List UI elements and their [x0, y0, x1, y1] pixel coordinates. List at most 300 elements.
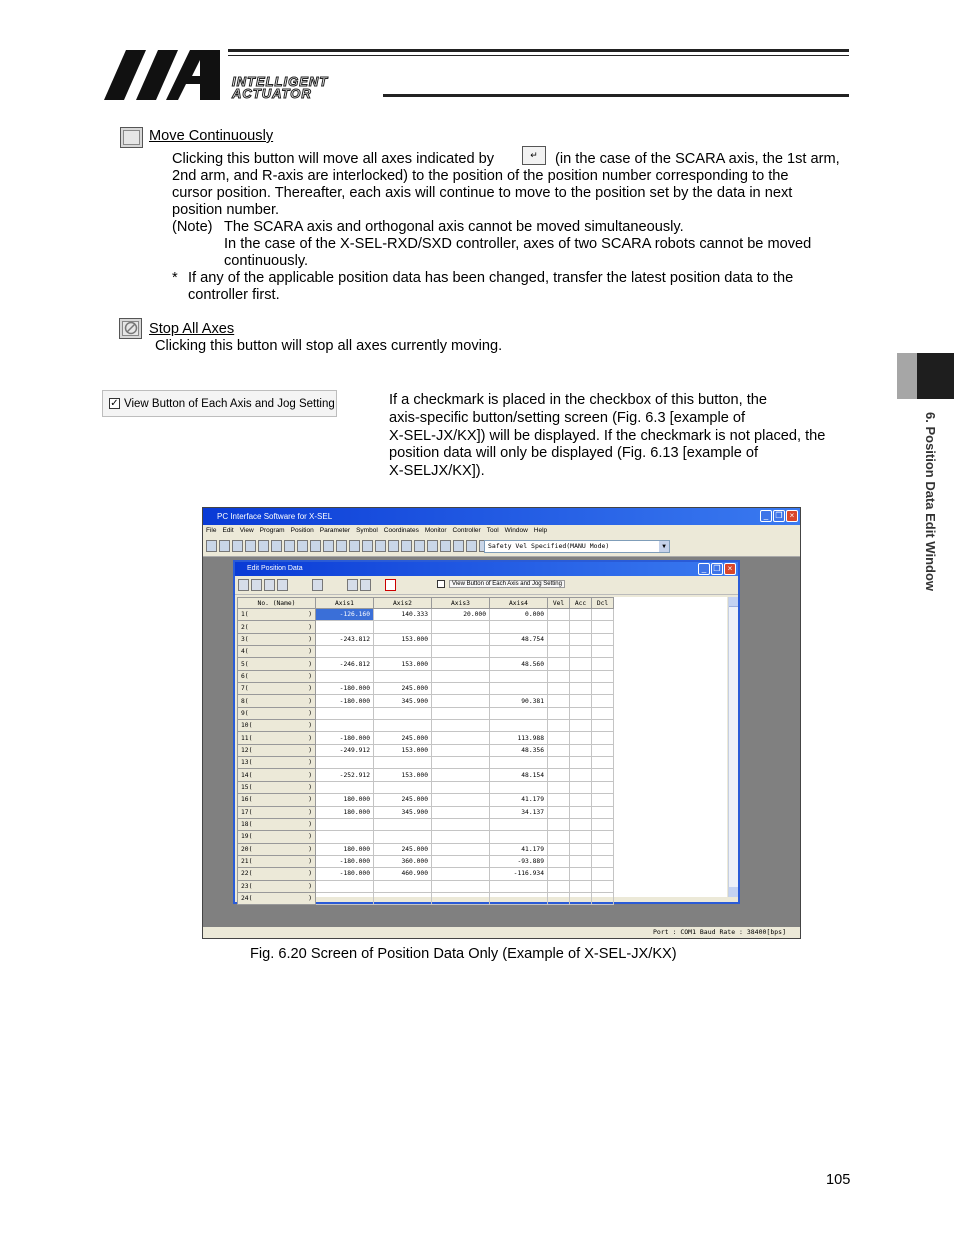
table-cell[interactable] [548, 695, 570, 707]
table-cell[interactable] [570, 855, 592, 867]
menu-item[interactable]: Parameter [319, 527, 351, 534]
view-buttons-checkbox-sample[interactable] [102, 390, 337, 417]
table-cell[interactable] [316, 621, 374, 633]
row-number[interactable]: 10( ) [238, 720, 316, 732]
menu-item[interactable]: Help [533, 527, 548, 534]
column-header[interactable]: Dcl [592, 598, 614, 609]
close-icon[interactable]: × [786, 510, 798, 522]
print-icon[interactable] [277, 579, 288, 591]
table-cell[interactable] [374, 781, 432, 793]
table-cell[interactable] [548, 806, 570, 818]
table-cell[interactable]: -126.160 [316, 609, 374, 621]
table-cell[interactable]: -93.889 [490, 855, 548, 867]
row-number[interactable]: 7( ) [238, 683, 316, 695]
table-cell[interactable]: -246.812 [316, 658, 374, 670]
table-row[interactable] [238, 843, 614, 855]
table-cell[interactable] [570, 646, 592, 658]
table-cell[interactable] [570, 695, 592, 707]
row-number[interactable]: 21( ) [238, 855, 316, 867]
table-cell[interactable] [548, 670, 570, 682]
row-number-label: 15 [241, 783, 249, 791]
menu-item[interactable]: Position [290, 527, 314, 534]
table-cell[interactable] [548, 794, 570, 806]
table-cell[interactable]: 180.000 [316, 843, 374, 855]
column-header[interactable]: Axis2 [374, 598, 432, 609]
save-icon[interactable] [238, 579, 249, 591]
table-row[interactable] [238, 621, 614, 633]
toolbar-tool-icon[interactable] [336, 540, 347, 552]
table-cell[interactable]: -180.000 [316, 868, 374, 880]
table-row[interactable] [238, 769, 614, 781]
table-cell[interactable] [374, 757, 432, 769]
table-cell[interactable] [316, 781, 374, 793]
position-data-grid [237, 597, 727, 903]
table-cell[interactable] [592, 633, 614, 645]
table-cell[interactable]: 245.000 [374, 794, 432, 806]
table-cell[interactable] [374, 818, 432, 830]
table-cell[interactable]: 153.000 [374, 633, 432, 645]
table-cell[interactable]: -180.000 [316, 695, 374, 707]
checkbox-desc-2: axis-specific button/setting screen (Fig. 6.3 [example of [389, 410, 746, 426]
restore-icon[interactable]: ❐ [773, 510, 785, 522]
toolbar-tool-icon[interactable] [245, 540, 256, 552]
table-cell[interactable]: 48.154 [490, 769, 548, 781]
minimize-icon[interactable]: _ [760, 510, 772, 522]
child-checkbox-label: View Button of Each Axis and Jog Setting [449, 580, 565, 588]
toolbar-tool-icon[interactable] [323, 540, 334, 552]
table-cell[interactable] [432, 658, 490, 670]
table-cell[interactable] [490, 880, 548, 892]
table-cell[interactable] [592, 658, 614, 670]
note-line3: continuously. [224, 253, 309, 269]
table-row[interactable] [238, 658, 614, 670]
table-cell[interactable] [432, 744, 490, 756]
toolbar-tool-icon[interactable] [219, 540, 230, 552]
toolbar-tool-icon[interactable] [466, 540, 477, 552]
speed-select[interactable] [484, 540, 670, 553]
table-cell[interactable] [490, 707, 548, 719]
table-cell[interactable] [316, 831, 374, 843]
row-number[interactable]: 9( ) [238, 707, 316, 719]
table-cell[interactable] [432, 806, 490, 818]
table-cell[interactable] [570, 818, 592, 830]
row-number-label: 24 [241, 895, 249, 903]
table-cell[interactable] [432, 633, 490, 645]
table-cell[interactable]: 245.000 [374, 732, 432, 744]
row-number[interactable]: 22( ) [238, 868, 316, 880]
table-cell[interactable] [592, 794, 614, 806]
table-cell[interactable]: 90.381 [490, 695, 548, 707]
chevron-down-icon: ▼ [659, 541, 669, 552]
table-cell[interactable] [592, 670, 614, 682]
row-number[interactable]: 13( ) [238, 757, 316, 769]
menu-item[interactable]: Window [504, 527, 528, 534]
menu-item[interactable]: Symbol [356, 527, 378, 534]
table-cell[interactable]: -249.912 [316, 744, 374, 756]
table-cell[interactable] [570, 843, 592, 855]
row-number[interactable]: 8( ) [238, 695, 316, 707]
table-cell[interactable] [548, 646, 570, 658]
child-minimize-icon[interactable]: _ [698, 563, 710, 575]
row-number[interactable]: 14( ) [238, 769, 316, 781]
menu-item[interactable]: Coordinates [383, 527, 419, 534]
table-cell[interactable] [548, 880, 570, 892]
child-title: Edit Position Data [247, 565, 303, 572]
table-cell[interactable] [490, 646, 548, 658]
table-cell[interactable] [570, 621, 592, 633]
table-cell[interactable]: -180.000 [316, 683, 374, 695]
table-cell[interactable] [548, 683, 570, 695]
table-row[interactable] [238, 646, 614, 658]
table-cell[interactable] [592, 621, 614, 633]
table-row[interactable] [238, 818, 614, 830]
table-cell[interactable]: 360.000 [374, 855, 432, 867]
toolbar-tool-icon[interactable] [375, 540, 386, 552]
table-row[interactable] [238, 880, 614, 892]
menu-item[interactable]: Monitor [424, 527, 447, 534]
table-cell[interactable] [548, 658, 570, 670]
table-cell[interactable] [592, 695, 614, 707]
column-header[interactable]: Axis1 [316, 598, 374, 609]
table-cell[interactable]: -180.000 [316, 855, 374, 867]
table-cell[interactable] [592, 818, 614, 830]
checkbox-desc-4: position data will only be displayed (Fig. 6.13 [example of [389, 445, 759, 461]
table-cell[interactable] [570, 794, 592, 806]
row-number-label: 23 [241, 882, 249, 890]
table-cell[interactable] [432, 781, 490, 793]
table-cell[interactable]: 245.000 [374, 843, 432, 855]
column-header[interactable]: Axis4 [490, 598, 548, 609]
row-number-label: 3 [241, 635, 245, 643]
table-cell[interactable] [570, 757, 592, 769]
table-cell[interactable] [316, 670, 374, 682]
row-number-label: 7 [241, 685, 245, 693]
table-cell[interactable] [432, 855, 490, 867]
table-cell[interactable] [592, 720, 614, 732]
table-cell[interactable] [592, 831, 614, 843]
table-cell[interactable] [432, 757, 490, 769]
table-cell[interactable] [548, 892, 570, 904]
toolbar-tool-icon[interactable] [453, 540, 464, 552]
table-cell[interactable] [490, 831, 548, 843]
toolbar-tool-icon[interactable] [297, 540, 308, 552]
table-cell[interactable] [490, 670, 548, 682]
table-cell[interactable] [570, 892, 592, 904]
menu-item[interactable]: Program [259, 527, 285, 534]
table-cell[interactable]: 48.754 [490, 633, 548, 645]
table-cell[interactable] [374, 621, 432, 633]
table-cell[interactable] [592, 646, 614, 658]
table-cell[interactable] [490, 757, 548, 769]
table-cell[interactable]: 48.560 [490, 658, 548, 670]
move-para-line2: 2nd arm, and R-axis are interlocked) to the position of the position number corresponding to the [172, 168, 789, 184]
table-cell[interactable] [570, 658, 592, 670]
table-cell[interactable] [592, 781, 614, 793]
table-row[interactable] [238, 757, 614, 769]
table-cell[interactable] [490, 621, 548, 633]
row-number[interactable]: 19( ) [238, 831, 316, 843]
table-cell[interactable] [432, 831, 490, 843]
table-cell[interactable] [316, 757, 374, 769]
table-cell[interactable]: -243.812 [316, 633, 374, 645]
table-cell[interactable] [316, 646, 374, 658]
table-row[interactable] [238, 892, 614, 904]
table-cell[interactable] [592, 732, 614, 744]
stop-symbol-icon [124, 321, 138, 335]
table-cell[interactable] [432, 794, 490, 806]
table-cell[interactable] [432, 683, 490, 695]
star-mark: * [172, 270, 178, 286]
table-cell[interactable] [570, 744, 592, 756]
menu-item[interactable]: Controller [452, 527, 481, 534]
row-number[interactable]: 4( ) [238, 646, 316, 658]
toolbar-tool-icon[interactable] [349, 540, 360, 552]
toolbar-tool-icon[interactable] [271, 540, 282, 552]
table-cell[interactable]: 140.333 [374, 609, 432, 621]
row-number[interactable]: 20( ) [238, 843, 316, 855]
stop-icon[interactable] [385, 579, 396, 591]
table-cell[interactable]: 180.000 [316, 794, 374, 806]
row-number[interactable]: 24( ) [238, 892, 316, 904]
table-row[interactable] [238, 683, 614, 695]
child-restore-icon[interactable]: ❐ [711, 563, 723, 575]
table-row[interactable] [238, 707, 614, 719]
table-cell[interactable] [570, 720, 592, 732]
table-cell[interactable]: 34.137 [490, 806, 548, 818]
child-checkbox-box[interactable] [437, 580, 445, 588]
table-cell[interactable] [548, 707, 570, 719]
row-number-label: 1 [241, 611, 245, 619]
row-number[interactable]: 16( ) [238, 794, 316, 806]
table-cell[interactable] [592, 806, 614, 818]
table-cell[interactable] [548, 732, 570, 744]
table-row[interactable] [238, 720, 614, 732]
clear-icon[interactable] [312, 579, 323, 591]
toolbar-tool-icon[interactable] [310, 540, 321, 552]
table-cell[interactable]: 153.000 [374, 744, 432, 756]
table-cell[interactable] [570, 806, 592, 818]
table-cell[interactable] [592, 609, 614, 621]
table-cell[interactable]: 460.900 [374, 868, 432, 880]
row-number[interactable]: 6( ) [238, 670, 316, 682]
toolbar-tool-icon[interactable] [206, 540, 217, 552]
table-cell[interactable] [490, 781, 548, 793]
column-header[interactable]: Axis3 [432, 598, 490, 609]
table-cell[interactable] [548, 868, 570, 880]
table-row[interactable] [238, 609, 614, 621]
table-cell[interactable] [592, 892, 614, 904]
header-rule-bottom [383, 94, 849, 97]
toolbar-tool-icon[interactable] [258, 540, 269, 552]
table-cell[interactable] [592, 880, 614, 892]
table-cell[interactable]: 41.179 [490, 843, 548, 855]
save-as-icon[interactable] [251, 579, 262, 591]
table-cell[interactable]: 245.000 [374, 683, 432, 695]
table-cell[interactable] [374, 831, 432, 843]
row-number[interactable]: 17( ) [238, 806, 316, 818]
move-icon[interactable] [347, 579, 358, 591]
column-header[interactable]: Acc [570, 598, 592, 609]
table-cell[interactable] [432, 892, 490, 904]
table-cell[interactable]: 20.000 [432, 609, 490, 621]
table-cell[interactable] [570, 868, 592, 880]
table-cell[interactable] [548, 633, 570, 645]
table-cell[interactable] [548, 769, 570, 781]
child-close-icon[interactable]: × [724, 563, 736, 575]
transfer-icon[interactable] [264, 579, 275, 591]
table-cell[interactable] [374, 720, 432, 732]
table-cell[interactable] [432, 843, 490, 855]
row-number[interactable]: 2( ) [238, 621, 316, 633]
table-row[interactable] [238, 855, 614, 867]
table-cell[interactable] [570, 732, 592, 744]
table-cell[interactable]: -252.912 [316, 769, 374, 781]
menu-item[interactable]: File [206, 527, 217, 534]
table-cell[interactable] [592, 683, 614, 695]
table-cell[interactable] [490, 683, 548, 695]
move-para-start: Clicking this button will move all axes indicated by [172, 151, 495, 167]
table-cell[interactable] [592, 744, 614, 756]
toolbar-tool-icon[interactable] [414, 540, 425, 552]
table-cell[interactable]: -116.934 [490, 868, 548, 880]
table-row[interactable] [238, 744, 614, 756]
table-row[interactable] [238, 781, 614, 793]
table-cell[interactable] [570, 880, 592, 892]
table-cell[interactable] [548, 744, 570, 756]
toolbar-tool-icon[interactable] [401, 540, 412, 552]
table-cell[interactable] [548, 720, 570, 732]
row-number[interactable]: 1( ) [238, 609, 316, 621]
move-para-line3: cursor position. Thereafter, each axis will continue to move to the position set by the data in next [172, 185, 793, 201]
row-number[interactable]: 18( ) [238, 818, 316, 830]
table-cell[interactable] [432, 732, 490, 744]
table-cell[interactable] [570, 633, 592, 645]
page-number: 105 [826, 1172, 851, 1188]
table-cell[interactable] [570, 670, 592, 682]
table-cell[interactable] [570, 707, 592, 719]
table-cell[interactable] [570, 781, 592, 793]
table-cell[interactable] [570, 831, 592, 843]
table-cell[interactable]: 345.900 [374, 695, 432, 707]
menu-item[interactable]: Edit [222, 527, 234, 534]
table-cell[interactable] [548, 781, 570, 793]
table-cell[interactable] [432, 707, 490, 719]
row-number[interactable]: 5( ) [238, 658, 316, 670]
table-cell[interactable] [432, 868, 490, 880]
table-cell[interactable] [374, 880, 432, 892]
table-cell[interactable] [432, 769, 490, 781]
table-cell[interactable] [374, 892, 432, 904]
table-cell[interactable] [592, 769, 614, 781]
header-rule-mid [228, 55, 849, 56]
table-cell[interactable] [548, 843, 570, 855]
column-header[interactable]: Vel [548, 598, 570, 609]
table-cell[interactable] [592, 843, 614, 855]
row-number[interactable]: 23( ) [238, 880, 316, 892]
table-cell[interactable] [432, 720, 490, 732]
table-cell[interactable] [316, 818, 374, 830]
table-cell[interactable] [592, 868, 614, 880]
table-cell[interactable] [548, 855, 570, 867]
table-cell[interactable] [548, 609, 570, 621]
table-cell[interactable]: 113.988 [490, 732, 548, 744]
table-cell[interactable] [374, 707, 432, 719]
table-cell[interactable] [432, 670, 490, 682]
table-cell[interactable]: 153.000 [374, 658, 432, 670]
table-cell[interactable] [316, 892, 374, 904]
table-cell[interactable] [432, 621, 490, 633]
toolbar-tool-icon[interactable] [362, 540, 373, 552]
table-cell[interactable] [316, 720, 374, 732]
table-row[interactable] [238, 868, 614, 880]
table-row[interactable] [238, 806, 614, 818]
toolbar-tool-icon[interactable] [427, 540, 438, 552]
table-cell[interactable] [432, 818, 490, 830]
table-cell[interactable] [374, 670, 432, 682]
table-row[interactable] [238, 670, 614, 682]
table-cell[interactable] [548, 831, 570, 843]
table-cell[interactable]: 345.900 [374, 806, 432, 818]
header-rule-top [228, 49, 849, 52]
table-cell[interactable] [570, 769, 592, 781]
menu-item[interactable]: Tool [486, 527, 499, 534]
table-cell[interactable] [592, 707, 614, 719]
row-number-label: 22 [241, 870, 249, 878]
table-cell[interactable] [316, 880, 374, 892]
table-cell[interactable] [548, 621, 570, 633]
row-number[interactable]: 15( ) [238, 781, 316, 793]
move-continuously-small-icon[interactable] [360, 579, 371, 591]
table-cell[interactable] [548, 818, 570, 830]
table-cell[interactable] [570, 683, 592, 695]
row-number[interactable]: 11( ) [238, 732, 316, 744]
vertical-scrollbar[interactable] [728, 597, 738, 897]
table-row[interactable] [238, 831, 614, 843]
table-cell[interactable] [490, 892, 548, 904]
table-cell[interactable] [374, 646, 432, 658]
menu-item[interactable]: View [239, 527, 254, 534]
column-header[interactable]: No. (Name) [238, 598, 316, 609]
table-row[interactable] [238, 732, 614, 744]
child-view-checkbox[interactable] [437, 580, 565, 588]
row-number[interactable]: 12( ) [238, 744, 316, 756]
table-cell[interactable] [570, 609, 592, 621]
row-number[interactable]: 3( ) [238, 633, 316, 645]
table-cell[interactable]: -180.000 [316, 732, 374, 744]
table-cell[interactable] [432, 880, 490, 892]
toolbar-tool-icon[interactable] [440, 540, 451, 552]
table-cell[interactable]: 180.000 [316, 806, 374, 818]
toolbar-tool-icon[interactable] [388, 540, 399, 552]
table-row[interactable] [238, 633, 614, 645]
table-cell[interactable] [432, 695, 490, 707]
table-cell[interactable] [316, 707, 374, 719]
table-cell[interactable] [490, 818, 548, 830]
table-cell[interactable]: 153.000 [374, 769, 432, 781]
table-cell[interactable]: 48.356 [490, 744, 548, 756]
table-cell[interactable] [592, 855, 614, 867]
table-row[interactable] [238, 695, 614, 707]
table-cell[interactable]: 0.000 [490, 609, 548, 621]
toolbar-tool-icon[interactable] [232, 540, 243, 552]
toolbar-tool-icon[interactable] [284, 540, 295, 552]
table-cell[interactable] [548, 757, 570, 769]
table-cell[interactable] [592, 757, 614, 769]
table-row[interactable] [238, 794, 614, 806]
table-cell[interactable] [490, 720, 548, 732]
table-cell[interactable] [432, 646, 490, 658]
table-cell[interactable]: 41.179 [490, 794, 548, 806]
